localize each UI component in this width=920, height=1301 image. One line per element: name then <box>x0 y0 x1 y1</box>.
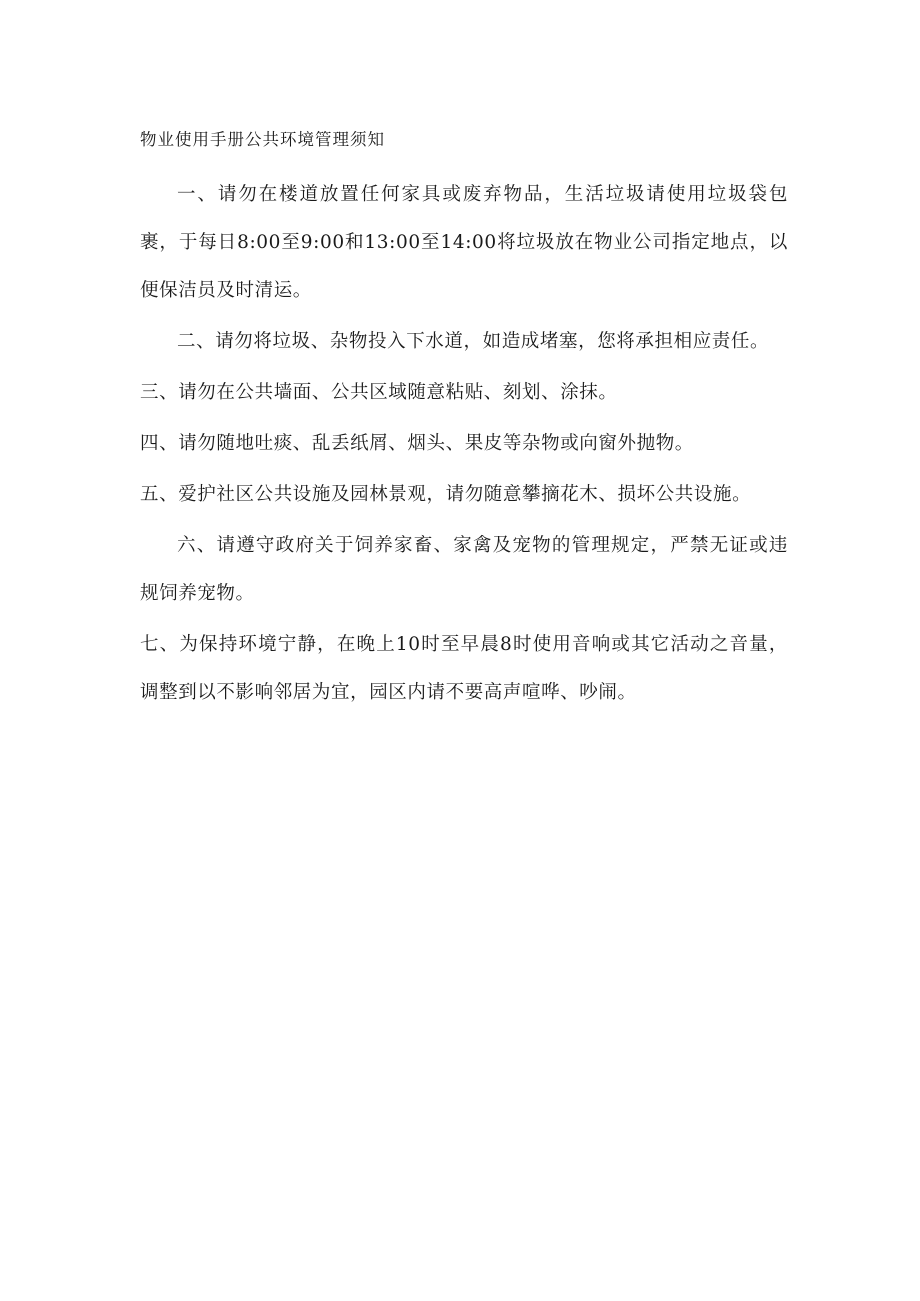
rule-paragraph-6: 六、请遵守政府关于饲养家畜、家禽及宠物的管理规定，严禁无证或违规饲养宠物。 <box>140 535 788 604</box>
rule-paragraph-5: 五、爱护社区公共设施及园林景观，请勿随意攀摘花木、损坏公共设施。 <box>140 484 752 505</box>
rule-paragraph-2: 二、请勿将垃圾、杂物投入下水道，如造成堵塞，您将承担相应责任。 <box>177 331 770 352</box>
document-body <box>140 116 788 720</box>
rule-paragraph-4: 四、请勿随地吐痰、乱丢纸屑、烟头、果皮等杂物或向窗外抛物。 <box>140 433 694 454</box>
rule-paragraph-3: 三、请勿在公共墙面、公共区域随意粘贴、刻划、涂抹。 <box>140 382 618 403</box>
rule-paragraph-1: 一、请勿在楼道放置任何家具或废弃物品，生活垃圾请使用垃圾袋包裹，于每日8:00至9:00和13:00至14:00将垃圾放在物业公司指定地点，以便保洁员及时清运。 <box>140 184 788 301</box>
document-title: 物业使用手册公共环境管理须知 <box>140 130 385 149</box>
rule-paragraph-7: 七、为保持环境宁静，在晚上10时至早晨8时使用音响或其它活动之音量，调整到以不影响邻居为宜，园区内请不要高声喧哗、吵闹。 <box>140 634 788 703</box>
